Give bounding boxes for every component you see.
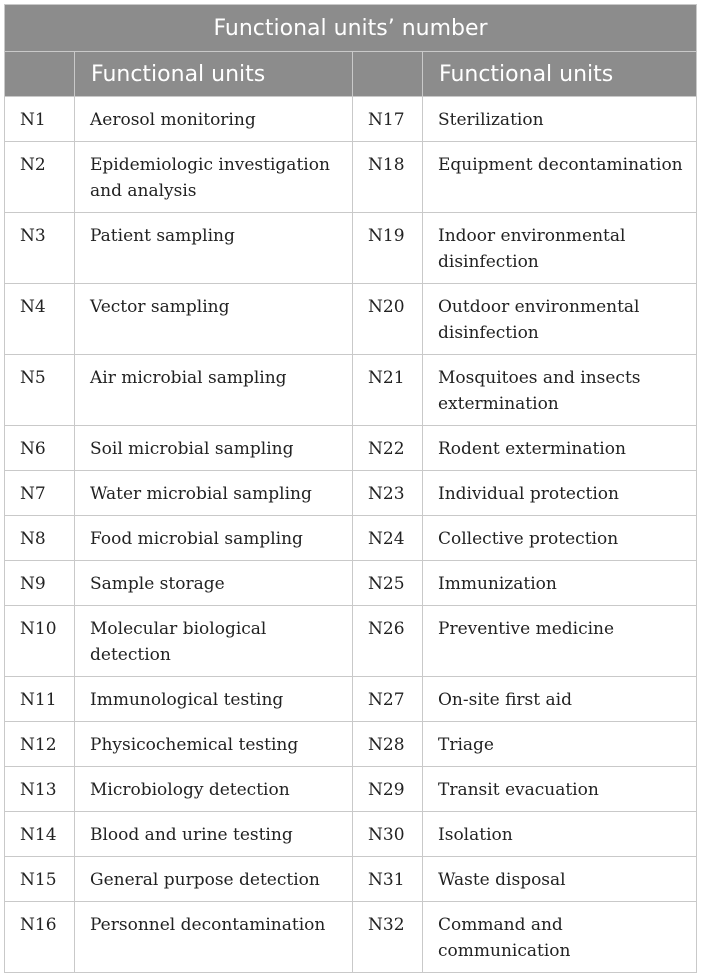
left-id-cell: N11: [5, 677, 75, 722]
left-id-cell: N2: [5, 142, 75, 213]
right-id-cell: N26: [353, 606, 423, 677]
left-id-cell: N10: [5, 606, 75, 677]
right-unit-cell: Command and communication: [423, 902, 697, 973]
right-unit-cell: On-site first aid: [423, 677, 697, 722]
right-id-cell: N25: [353, 561, 423, 606]
right-id-cell: N19: [353, 213, 423, 284]
right-id-cell: N30: [353, 812, 423, 857]
table-row: [5, 902, 697, 973]
left-unit-cell: Patient sampling: [75, 213, 353, 284]
right-id-cell: N31: [353, 857, 423, 902]
table-row: [5, 677, 697, 722]
right-unit-cell: Outdoor environmental disinfection: [423, 284, 697, 355]
table-title: Functional units’ number: [5, 5, 697, 52]
header-blank-left: [5, 52, 75, 97]
left-unit-cell: Immunological testing: [75, 677, 353, 722]
left-id-cell: N6: [5, 426, 75, 471]
right-id-cell: N27: [353, 677, 423, 722]
left-unit-cell: Air microbial sampling: [75, 355, 353, 426]
right-id-cell: N22: [353, 426, 423, 471]
table-row: [5, 812, 697, 857]
table-row: [5, 857, 697, 902]
table-row: [5, 471, 697, 516]
table-row: [5, 561, 697, 606]
left-id-cell: N12: [5, 722, 75, 767]
left-unit-cell: Food microbial sampling: [75, 516, 353, 561]
left-id-cell: N8: [5, 516, 75, 561]
right-id-cell: N24: [353, 516, 423, 561]
left-id-cell: N13: [5, 767, 75, 812]
table-row: [5, 142, 697, 213]
left-id-cell: N4: [5, 284, 75, 355]
left-id-cell: N5: [5, 355, 75, 426]
right-unit-cell: Rodent extermination: [423, 426, 697, 471]
left-unit-cell: Sample storage: [75, 561, 353, 606]
table-row: [5, 426, 697, 471]
right-unit-cell: Waste disposal: [423, 857, 697, 902]
table-row: [5, 213, 697, 284]
left-unit-cell: Molecular biological detection: [75, 606, 353, 677]
table-row: [5, 97, 697, 142]
right-unit-cell: Transit evacuation: [423, 767, 697, 812]
left-unit-cell: Vector sampling: [75, 284, 353, 355]
left-id-cell: N1: [5, 97, 75, 142]
functional-units-table: [4, 4, 697, 973]
right-id-cell: N20: [353, 284, 423, 355]
header-blank-right: [353, 52, 423, 97]
table-header-row: [5, 52, 697, 97]
right-id-cell: N21: [353, 355, 423, 426]
table-title-row: [5, 5, 697, 52]
table-row: [5, 516, 697, 561]
right-unit-cell: Mosquitoes and insects extermination: [423, 355, 697, 426]
table-row: [5, 284, 697, 355]
left-unit-cell: Water microbial sampling: [75, 471, 353, 516]
right-unit-cell: Isolation: [423, 812, 697, 857]
left-unit-cell: General purpose detection: [75, 857, 353, 902]
right-unit-cell: Sterilization: [423, 97, 697, 142]
right-unit-cell: Indoor environmental disinfection: [423, 213, 697, 284]
left-unit-cell: Personnel decontamination: [75, 902, 353, 973]
right-id-cell: N32: [353, 902, 423, 973]
header-functional-units-right: Functional units: [423, 52, 697, 97]
right-id-cell: N18: [353, 142, 423, 213]
right-id-cell: N17: [353, 97, 423, 142]
right-unit-cell: Preventive medicine: [423, 606, 697, 677]
left-unit-cell: Physicochemical testing: [75, 722, 353, 767]
right-unit-cell: Individual protection: [423, 471, 697, 516]
left-id-cell: N9: [5, 561, 75, 606]
right-unit-cell: Immunization: [423, 561, 697, 606]
left-id-cell: N15: [5, 857, 75, 902]
table-row: [5, 767, 697, 812]
right-id-cell: N29: [353, 767, 423, 812]
table-row: [5, 606, 697, 677]
table-body: [5, 97, 697, 973]
left-unit-cell: Microbiology detection: [75, 767, 353, 812]
right-unit-cell: Triage: [423, 722, 697, 767]
table-row: [5, 355, 697, 426]
left-id-cell: N14: [5, 812, 75, 857]
left-unit-cell: Blood and urine testing: [75, 812, 353, 857]
right-id-cell: N28: [353, 722, 423, 767]
left-id-cell: N7: [5, 471, 75, 516]
left-id-cell: N16: [5, 902, 75, 973]
right-unit-cell: Collective protection: [423, 516, 697, 561]
left-unit-cell: Epidemiologic investigation and analysis: [75, 142, 353, 213]
table-row: [5, 722, 697, 767]
right-unit-cell: Equipment decontamination: [423, 142, 697, 213]
left-id-cell: N3: [5, 213, 75, 284]
right-id-cell: N23: [353, 471, 423, 516]
left-unit-cell: Aerosol monitoring: [75, 97, 353, 142]
left-unit-cell: Soil microbial sampling: [75, 426, 353, 471]
header-functional-units-left: Functional units: [75, 52, 353, 97]
